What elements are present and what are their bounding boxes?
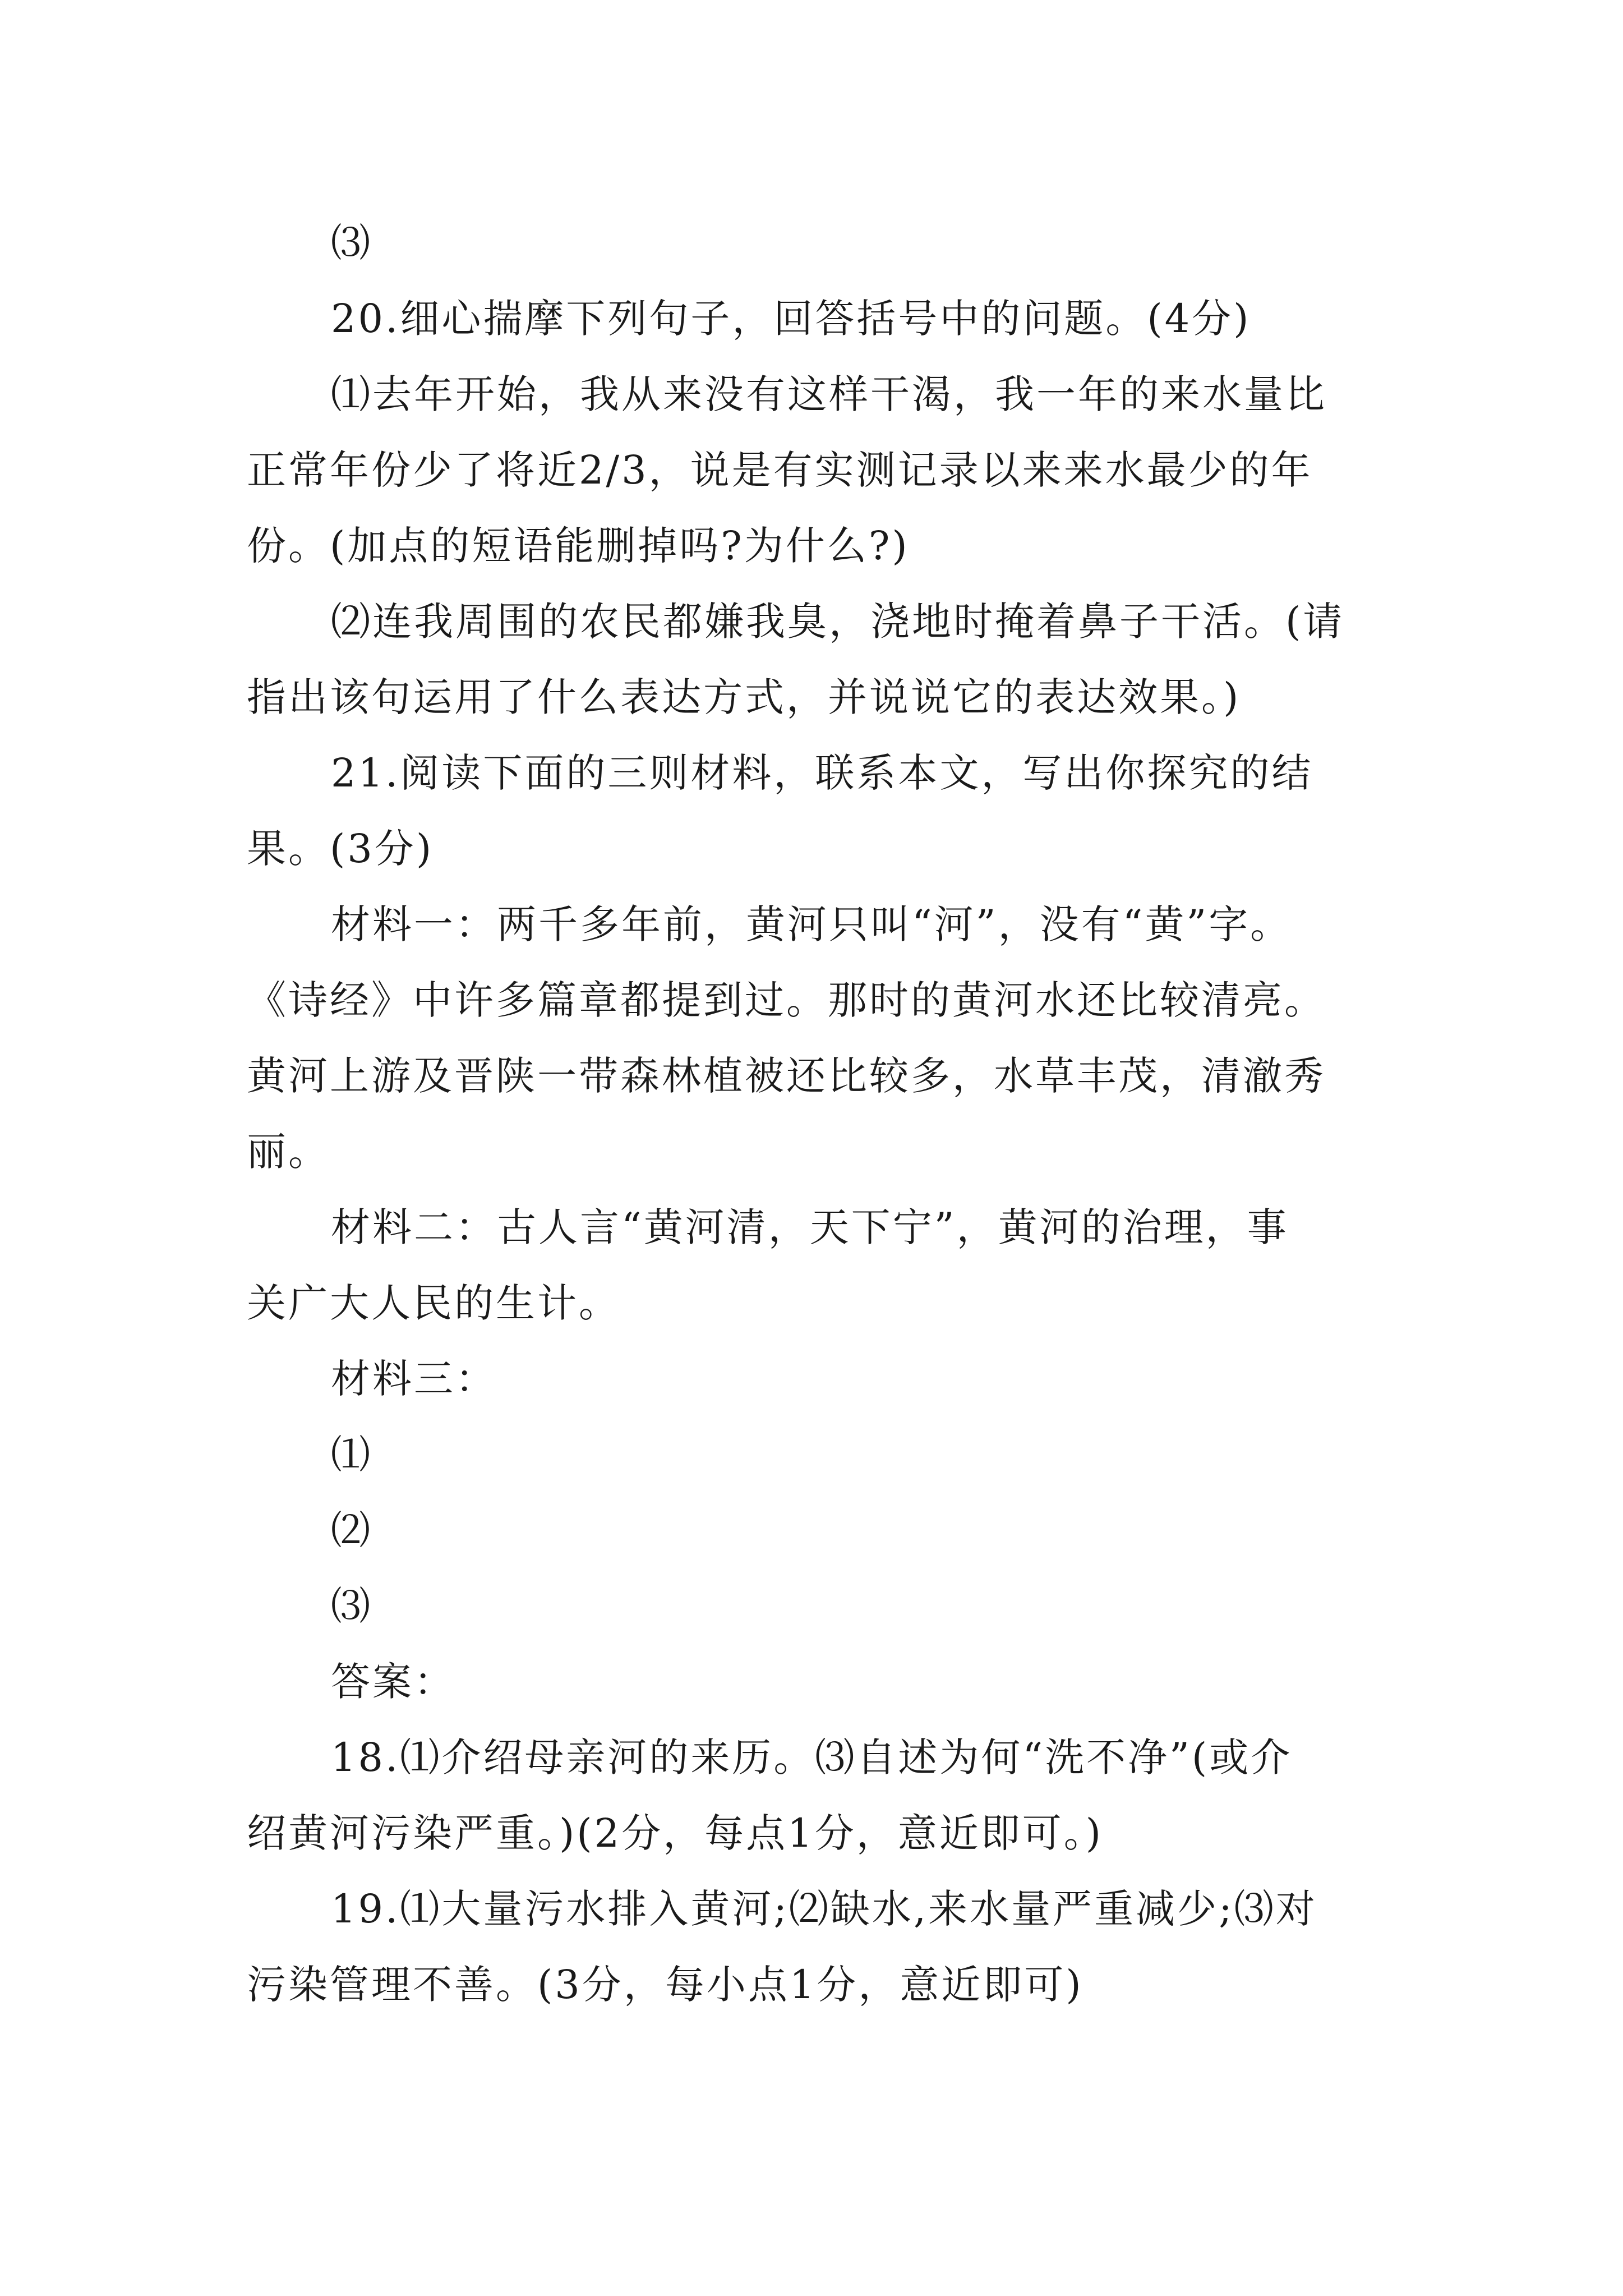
- question-20-part-2: ⑵连我周围的农民都嫌我臭，浇地时掩着鼻子干活。(请: [331, 599, 1345, 645]
- material-2: 材料二：古人言“黄河清，天下宁”，黄河的治理，事: [331, 1204, 1289, 1250]
- material-1-cont-1: 《诗经》中许多篇章都提到过。那时的黄河水还比较清亮。: [247, 977, 1326, 1023]
- material-3: 材料三：: [331, 1356, 497, 1402]
- question-20-part-2-prompt: 指出该句运用了什么表达方式，并说说它的表达效果。): [247, 674, 1241, 720]
- question-21-cont: 果。(3分): [247, 826, 434, 872]
- answers-heading: 答案：: [331, 1659, 455, 1705]
- answer-18: 18.⑴介绍母亲河的来历。⑶自述为何“洗不净”(或介: [331, 1734, 1293, 1780]
- item-3-marker: ⑶: [331, 220, 372, 266]
- answer-18-cont: 绍黄河污染严重。)(2分，每点1分，意近即可。): [247, 1810, 1103, 1856]
- question-21: 21.阅读下面的三则材料，联系本文，写出你探究的结: [331, 750, 1313, 796]
- question-20-part-1-cont: 正常年份少了将近2/3，说是有实测记录以来来水最少的年: [247, 447, 1313, 493]
- material-1: 材料一：两千多年前，黄河只叫“河”，没有“黄”字。: [331, 901, 1292, 947]
- answer-slot-2: ⑵: [331, 1507, 372, 1553]
- question-20: 20.细心揣摩下列句子，回答括号中的问题。(4分): [331, 296, 1251, 342]
- material-1-cont-3: 丽。: [247, 1129, 330, 1175]
- material-1-cont-2: 黄河上游及晋陕一带森林植被还比较多，水草丰茂，清澈秀: [247, 1053, 1326, 1099]
- material-2-cont: 关广大人民的生计。: [247, 1280, 620, 1326]
- question-20-part-1-prompt: 份。(加点的短语能删掉吗?为什么?): [247, 523, 910, 569]
- answer-slot-1: ⑴: [331, 1432, 372, 1478]
- answer-19-cont: 污染管理不善。(3分，每小点1分，意近即可): [247, 1962, 1083, 2008]
- answer-slot-3: ⑶: [331, 1583, 372, 1629]
- question-20-part-1: ⑴去年开始，我从来没有这样干渴，我一年的来水量比: [331, 371, 1327, 417]
- answer-19: 19.⑴大量污水排入黄河;⑵缺水,来水量严重减少;⑶对: [331, 1886, 1317, 1932]
